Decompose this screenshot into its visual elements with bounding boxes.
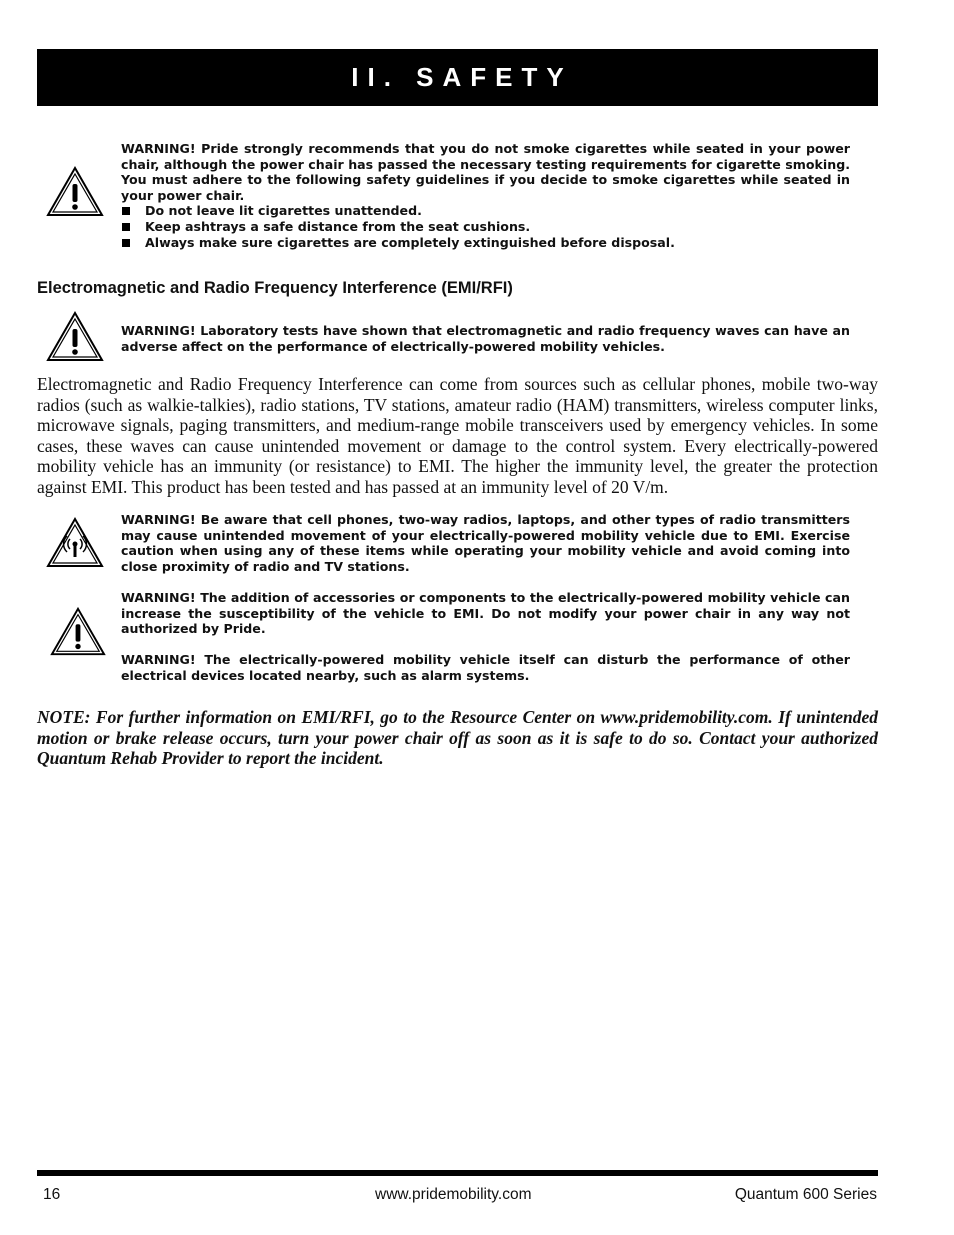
- warning-triangle-icon: [46, 166, 104, 218]
- emi-section-heading: Electromagnetic and Radio Frequency Interference (EMI/RFI): [37, 279, 513, 297]
- list-item: Do not leave lit cigarettes unattended.: [121, 203, 850, 219]
- section-title: II. SAFETY: [351, 62, 573, 92]
- section-header-bar: [37, 49, 878, 106]
- emi-note: NOTE: For further information on EMI/RFI, go to the Resource Center on www.pridemobility.com. If unintended motion or brake release occurs, turn your power chair off as soon as it is safe to do so. Contact your authorized Quantum Rehab Provider to report the incident.: [37, 707, 878, 768]
- disturb-devices-warning: WARNING! The electrically-powered mobility vehicle itself can disturb the performance of other electrical devices located nearby, such as alarm systems.: [121, 652, 850, 683]
- smoking-warning-text: WARNING! Pride strongly recommends that you do not smoke cigarettes while seated in your power chair, although the power chair has passed the necessary testing requirements for cigarette smoking. You must adhere to the following safety guidelines if you decide to smoke cigarettes while seated in your power chair.: [121, 141, 850, 203]
- footer-website: www.pridemobility.com: [375, 1186, 532, 1203]
- warning-triangle-icon: [46, 311, 104, 363]
- radio-interference-triangle-icon: [46, 517, 104, 569]
- lab-tests-warning: WARNING! Laboratory tests have shown that electromagnetic and radio frequency waves can have an adverse affect on the performance of electrically-powered mobility vehicles.: [121, 323, 850, 354]
- list-item: Keep ashtrays a safe distance from the seat cushions.: [121, 219, 850, 235]
- warning-triangle-icon: [50, 606, 106, 658]
- bullet-square-icon: [122, 223, 130, 231]
- bullet-square-icon: [122, 207, 130, 215]
- accessories-warning: WARNING! The addition of accessories or components to the electrically-powered mobility vehicle can increase the susceptibility of the vehicle to EMI. Do not modify your power chair in any way not authorized by Pride.: [121, 590, 850, 637]
- page-number: 16: [43, 1186, 61, 1203]
- smoking-guidelines-list: [121, 203, 850, 250]
- list-item: Always make sure cigarettes are completely extinguished before disposal.: [121, 235, 850, 251]
- radio-transmitters-warning: WARNING! Be aware that cell phones, two-way radios, laptops, and other types of radio transmitters may cause unintended movement of your electrically-powered mobility vehicle due to EMI. Exercise caution when using any of these items while operating your mobility vehicle and avoid coming into close proximity of radio and TV stations.: [121, 512, 850, 574]
- bullet-square-icon: [122, 239, 130, 247]
- footer-rule: [37, 1170, 878, 1176]
- smoking-warning: [121, 141, 850, 250]
- footer-product-name: Quantum 600 Series: [734, 1186, 877, 1203]
- emi-body-paragraph: Electromagnetic and Radio Frequency Interference can come from sources such as cellular phones, mobile two-way radios (such as walkie-talkies), radio stations, TV stations, amateur radio (HAM) transmitters, wireless computer links, microwave signals, paging transmitters, and medium-range mobile transceivers used by emergency vehicles. In some cases, these waves can cause unintended movement or damage to the control system. Every electrically-powered mobility vehicle has an immunity (or resistance) to EMI. The higher the immunity level, the greater the protection against EMI. This product has been tested and has passed at an immunity level of 20 V/m.: [37, 374, 878, 497]
